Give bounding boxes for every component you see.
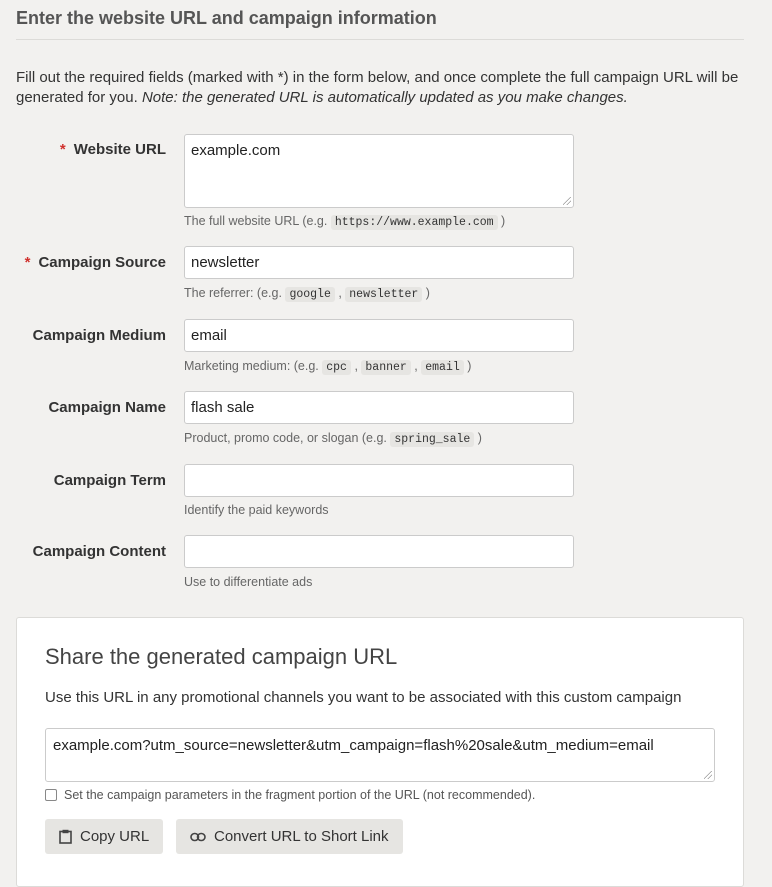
- convert-short-link-button[interactable]: Convert URL to Short Link: [176, 819, 403, 854]
- resize-grip-icon[interactable]: [704, 771, 712, 779]
- campaign-term-help: Identify the paid keywords: [184, 503, 329, 517]
- campaign-source-label: * Campaign Source: [24, 254, 166, 271]
- resize-grip-icon[interactable]: [563, 197, 571, 205]
- campaign-content-label: Campaign Content: [32, 543, 166, 560]
- link-icon: [190, 832, 206, 842]
- share-panel: [16, 617, 744, 887]
- website-url-label: * Website URL: [59, 141, 166, 158]
- campaign-medium-label: Campaign Medium: [32, 327, 166, 344]
- fragment-option[interactable]: [45, 788, 535, 802]
- share-description: Use this URL in any promotional channels you want to be associated with this custom campaign: [45, 689, 682, 706]
- campaign-source-help: The referrer: (e.g. google , newsletter ): [184, 286, 430, 301]
- website-url-help: The full website URL (e.g. https://www.example.com ): [184, 214, 506, 229]
- campaign-name-field[interactable]: flash sale: [184, 391, 574, 424]
- campaign-content-help: Use to differentiate ads: [184, 575, 313, 589]
- campaign-name-help: Product, promo code, or slogan (e.g. spring_sale ): [184, 431, 482, 446]
- copy-url-button[interactable]: Copy URL: [45, 819, 163, 854]
- website-url-field[interactable]: example.com: [184, 134, 574, 208]
- clipboard-icon: [59, 829, 72, 844]
- fragment-checkbox[interactable]: [45, 789, 57, 801]
- fragment-checkbox-label: Set the campaign parameters in the fragment portion of the URL (not recommended).: [64, 788, 536, 802]
- divider: [16, 39, 744, 40]
- campaign-source-field[interactable]: newsletter: [184, 246, 574, 279]
- campaign-name-label: Campaign Name: [48, 399, 166, 416]
- campaign-term-field[interactable]: [184, 464, 574, 497]
- share-title: Share the generated campaign URL: [45, 644, 398, 669]
- generated-url-field[interactable]: example.com?utm_source=newsletter&utm_campaign=flash%20sale&utm_medium=email: [45, 728, 715, 782]
- campaign-medium-help: Marketing medium: (e.g. cpc , banner , email ): [184, 359, 472, 374]
- intro-text: Fill out the required fields (marked with *) in the form below, and once complete the full campaign URL will be generated for you. Note: the generated URL is automatically updated as you make changes.: [16, 69, 739, 106]
- page-title: Enter the website URL and campaign information: [16, 8, 437, 28]
- campaign-content-field[interactable]: [184, 535, 574, 568]
- campaign-medium-field[interactable]: email: [184, 319, 574, 352]
- campaign-term-label: Campaign Term: [53, 472, 166, 489]
